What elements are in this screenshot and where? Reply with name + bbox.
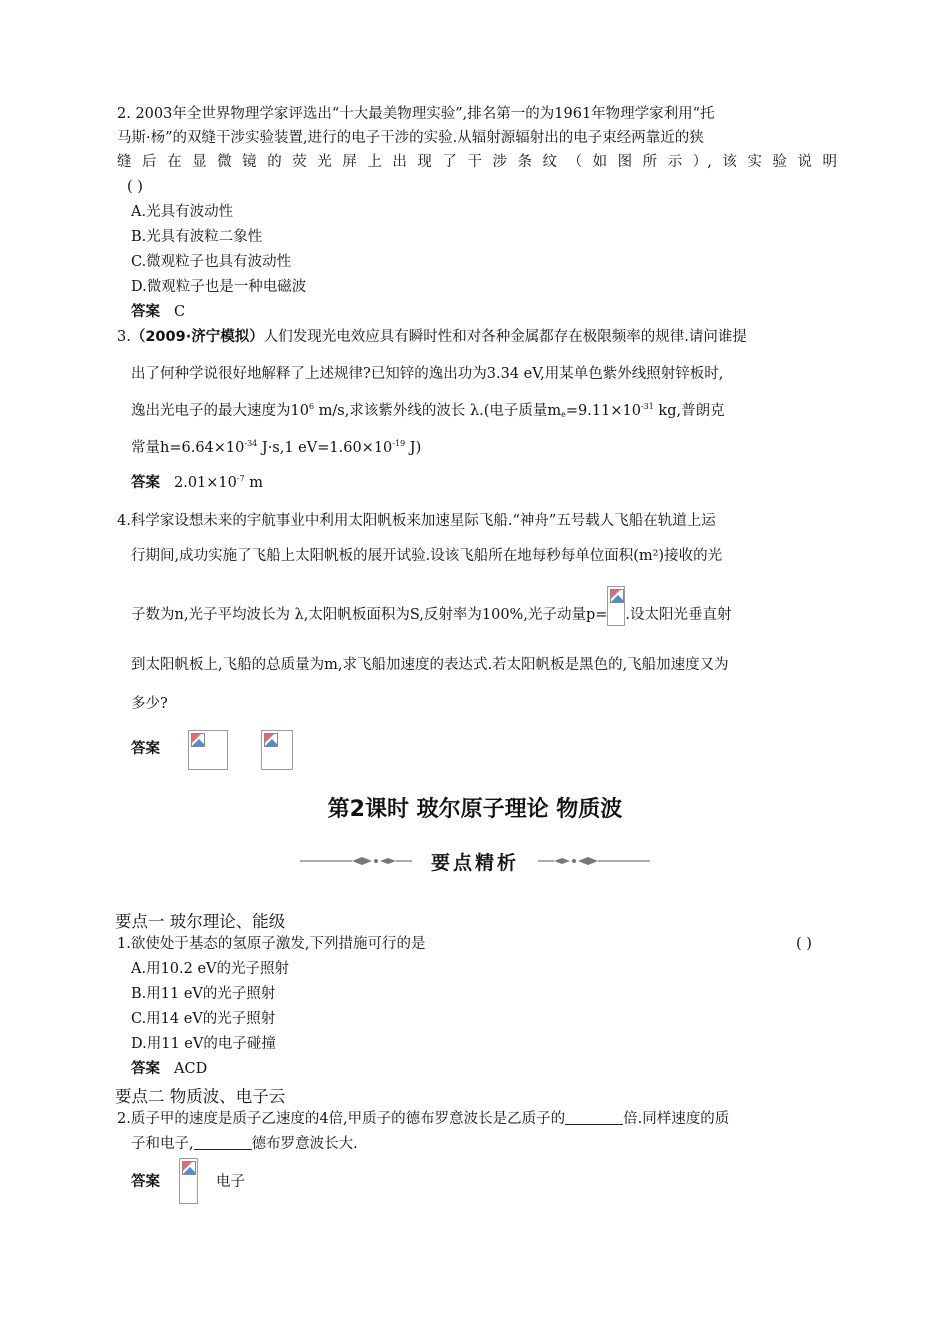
q2-option-c: C.微观粒子也具有波动性 xyxy=(131,254,292,270)
q3-line-3-c: =9.11×10 xyxy=(565,403,641,419)
q2-line-3-char: 显 xyxy=(192,154,207,170)
q4-answer-row xyxy=(131,738,174,760)
q3-answer-b: m xyxy=(244,475,264,491)
q3-line-4-a: 常量h=6.64×10 xyxy=(131,440,245,456)
q3-line-4 xyxy=(131,437,421,459)
q2-line-3-char: 涉 xyxy=(492,154,507,170)
q2-line-3-char: 实 xyxy=(747,154,762,170)
q3-line-3-sub: e xyxy=(561,410,566,419)
q3-line-3-a: 逸出光电子的最大速度为10 xyxy=(131,403,309,419)
q3-line-3-d: kg,普朗克 xyxy=(653,403,725,419)
q4-line-3-b: .设太阳光垂直射 xyxy=(625,607,732,623)
q4-line-3 xyxy=(131,604,731,626)
point-2-heading: 要点二 物质波、电子云 xyxy=(115,1087,286,1106)
point-2-line-1-b: 倍.同样速度的质 xyxy=(623,1111,730,1127)
q2-option-a: A.光具有波动性 xyxy=(131,204,234,220)
q3-source: （2009·济宁模拟） xyxy=(130,329,264,345)
q2-line-3-char: 后 xyxy=(142,154,157,170)
q3-line-1-text: 人们发现光电效应具有瞬时性和对各种金属都存在极限频率的规律.请问谁提 xyxy=(263,329,747,345)
q3-line-2: 出了何种学说很好地解释了上述规律?已知锌的逸出功为3.34 eV,用某单色紫外线照射锌板时, xyxy=(131,366,724,382)
q3-line-4-c: J) xyxy=(405,440,422,456)
q4-line-4: 到太阳帆板上,飞船的总质量为m,求飞船加速度的表达式.若太阳帆板是黑色的,飞船加速度又为 xyxy=(131,657,729,673)
q2-line-3 xyxy=(117,152,837,172)
q2-line-3-char: 镜 xyxy=(242,154,257,170)
q2-line-3-char: 缝 xyxy=(117,154,132,170)
point-1-answer-value: ACD xyxy=(174,1061,208,1077)
point-2-line-2-b: 德布罗意波长大. xyxy=(251,1136,358,1152)
point-1-question: 1.欲使处于基态的氢原子激发,下列措施可行的是 xyxy=(117,936,426,952)
q2-option-d: D.微观粒子也是一种电磁波 xyxy=(131,279,307,295)
q4-line-2: 行期间,成功实施了飞船上太阳帆板的展开试验.设该飞船所在地每秒每单位面积(m²)接收的光 xyxy=(131,548,723,564)
q2-line-3-char: 干 xyxy=(467,154,482,170)
q3-number: 3. xyxy=(117,329,131,345)
broken-image-icon xyxy=(261,730,293,770)
point-1-option-b: B.用11 eV的光子照射 xyxy=(131,986,276,1002)
q3-answer-label: 答案 xyxy=(131,475,160,491)
blank-line xyxy=(565,1110,623,1125)
point-2-line-1 xyxy=(117,1109,729,1129)
point-1-paren: ( ) xyxy=(796,936,812,952)
q2-line-3-char: 示 xyxy=(667,154,683,170)
q2-line-3-char: 微 xyxy=(217,154,232,170)
q2-line-3-char: 了 xyxy=(442,154,457,170)
broken-image-icon xyxy=(179,1158,198,1204)
q2-line-3-char: （ xyxy=(567,154,583,170)
q2-line-3-char: ）, xyxy=(692,154,712,170)
q2-line-3-char: 明 xyxy=(822,154,837,170)
q3-answer-a: 2.01×10 xyxy=(174,475,237,491)
q2-answer-label: 答案 xyxy=(131,304,160,320)
point-2-line-1-a: 2.质子甲的速度是质子乙速度的4倍,甲质子的德布罗意波长是乙质子的 xyxy=(117,1111,566,1127)
q2-line-3-char: 条 xyxy=(517,154,532,170)
point-1-option-c: C.用14 eV的光子照射 xyxy=(131,1011,276,1027)
q2-option-b: B.光具有波粒二象性 xyxy=(131,229,263,245)
q2-answer-row xyxy=(131,302,185,322)
q3-answer-sup: -7 xyxy=(236,474,245,483)
point-2-answer-value: 电子 xyxy=(216,1174,245,1190)
q3-line-3-sup2: -31 xyxy=(640,402,654,411)
point-1-option-a: A.用10.2 eV的光子照射 xyxy=(131,961,290,977)
q2-line-3-char: 的 xyxy=(267,154,282,170)
q2-line-3-char: 现 xyxy=(417,154,432,170)
q3-line-3-b: m/s,求该紫外线的波长 λ.(电子质量m xyxy=(314,403,562,419)
q2-answer-value: C xyxy=(174,304,186,320)
point-2-answer-label: 答案 xyxy=(131,1174,160,1190)
q2-line-3-char: 所 xyxy=(642,154,658,170)
q2-line-3-char: 图 xyxy=(617,154,633,170)
q2-line-3-char: 出 xyxy=(392,154,407,170)
q2-line-3-char: 上 xyxy=(367,154,382,170)
broken-image-icon xyxy=(607,586,625,626)
blank-line xyxy=(194,1135,252,1150)
q3-line-1 xyxy=(117,326,747,348)
q2-line-2: 马斯·杨”的双缝干涉实验装置,进行的电子干涉的实验.从辐射源辐射出的电子束经两靠近的狭 xyxy=(117,130,704,146)
point-1-answer-row xyxy=(131,1059,207,1079)
point-2-line-2 xyxy=(131,1134,358,1154)
point-2-line-2-a: 子和电子, xyxy=(131,1136,194,1152)
q3-line-4-sup: -34 xyxy=(244,439,258,448)
q3-line-4-b: J·s,1 eV=1.60×10 xyxy=(257,440,393,456)
q2-line-3-char: 荧 xyxy=(292,154,307,170)
point-1-answer-label: 答案 xyxy=(131,1061,160,1077)
section-banner xyxy=(300,847,650,877)
q3-answer-row xyxy=(131,472,263,494)
section-title: 第2课时 玻尔原子理论 物质波 xyxy=(327,797,623,822)
point-1-heading: 要点一 玻尔理论、能级 xyxy=(115,912,286,931)
q3-line-3-sup: 6 xyxy=(308,402,315,411)
banner-label: 要点精析 xyxy=(430,852,519,874)
point-2-answer-row xyxy=(131,1172,174,1192)
q4-line-3-a: 子数为n,光子平均波长为 λ,太阳帆板面积为S,反射率为100%,光子动量p= xyxy=(131,607,608,623)
q2-line-3-char: 屏 xyxy=(342,154,357,170)
q2-line-3-char: 如 xyxy=(592,154,608,170)
q2-line-3-char: 说 xyxy=(797,154,812,170)
q4-line-1: 4.科学家设想未来的宇航事业中利用太阳帆板来加速星际飞船.“神舟”五号载人飞船在轨道上运 xyxy=(117,513,716,529)
q2-line-3-char: 光 xyxy=(317,154,332,170)
q2-line-3-char: 该 xyxy=(722,154,737,170)
q2-paren: ( ) xyxy=(127,179,143,195)
q4-line-5: 多少? xyxy=(131,696,168,712)
q2-line-3-char: 验 xyxy=(772,154,787,170)
broken-image-icon xyxy=(188,730,228,770)
q2-line-3-char: 纹 xyxy=(542,154,558,170)
q4-answer-label: 答案 xyxy=(131,741,160,757)
q3-line-4-sup2: -19 xyxy=(392,439,406,448)
point-1-option-d: D.用11 eV的电子碰撞 xyxy=(131,1036,276,1052)
q2-line-3-char: 在 xyxy=(167,154,182,170)
q2-line-1: 2. 2003年全世界物理学家评选出“十大最美物理实验”,排名第一的为1961年物理学家利用“托 xyxy=(117,106,715,122)
q3-line-3 xyxy=(131,400,725,422)
